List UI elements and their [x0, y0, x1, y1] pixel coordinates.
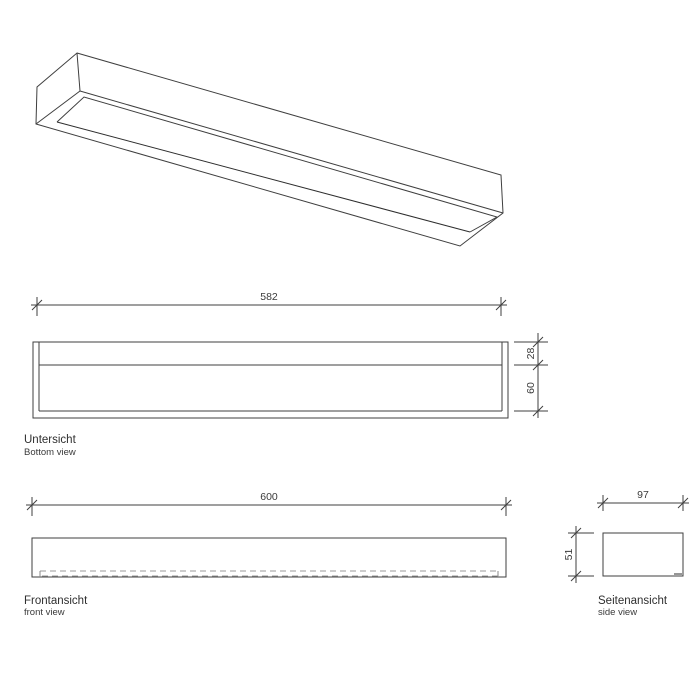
isometric-front-bottom-edge	[80, 91, 503, 213]
front-view	[26, 497, 512, 577]
front-view-sublabel: front view	[24, 607, 65, 618]
isometric-diffuser-edge	[57, 122, 470, 232]
front-view-width-value: 600	[260, 491, 278, 503]
bottom-view-height-dimensions	[514, 333, 548, 418]
bottom-view-sublabel: Bottom view	[24, 447, 76, 458]
isometric-cap-bottom-edge	[36, 91, 80, 124]
side-view-width-value: 97	[637, 489, 649, 501]
isometric-view	[36, 53, 503, 246]
side-view	[568, 495, 689, 583]
bottom-view-label: Untersicht	[24, 434, 76, 446]
isometric-cap-right-edge	[77, 53, 80, 91]
bottom-view-lower-value: 60	[524, 382, 537, 394]
bottom-view	[31, 297, 548, 418]
isometric-recess-frame	[57, 97, 497, 232]
front-view-label: Frontansicht	[24, 595, 88, 607]
side-view-height-value: 51	[562, 548, 575, 561]
side-view-sublabel: side view	[598, 607, 638, 618]
bottom-view-upper-value: 28	[524, 347, 537, 360]
bottom-view-width-value: 582	[260, 291, 278, 303]
bottom-view-outer-rect	[33, 342, 508, 418]
side-view-rect	[603, 533, 683, 576]
side-view-label: Seitenansicht	[598, 595, 668, 607]
isometric-outline	[36, 53, 503, 246]
